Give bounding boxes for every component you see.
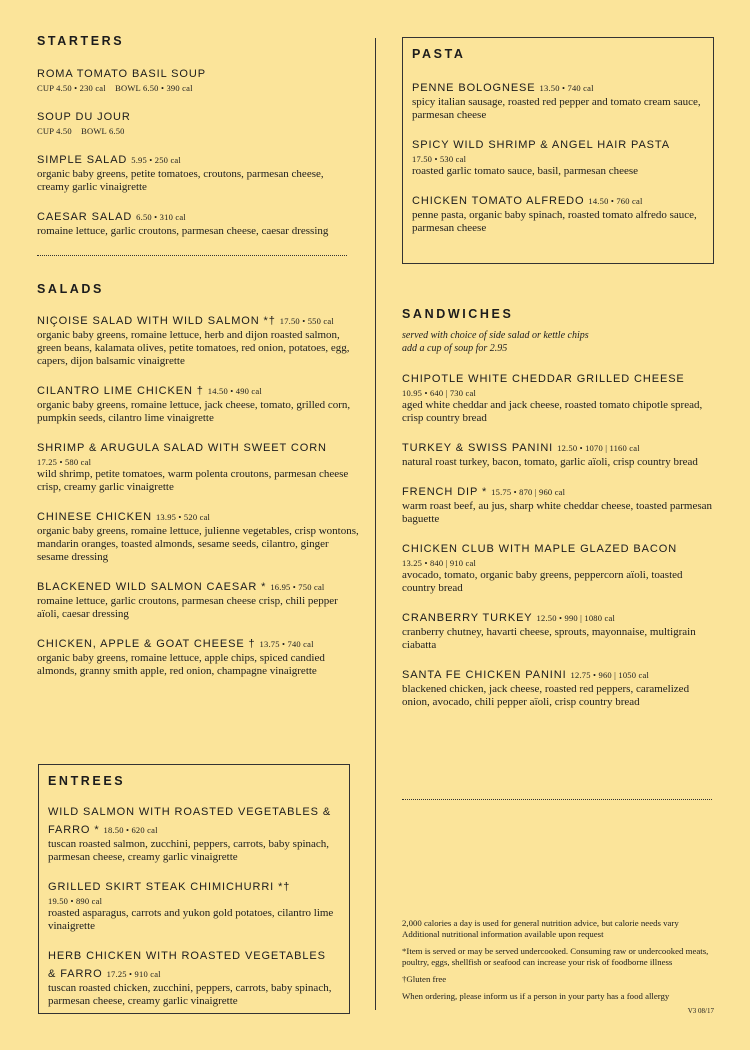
menu-item-header bbox=[412, 78, 702, 96]
salads-title: SALADS bbox=[37, 282, 104, 296]
menu-item-price-calories: 17.50 • 550 cal bbox=[279, 316, 334, 326]
menu-item bbox=[37, 207, 357, 238]
menu-item-price-calories: 18.50 • 620 cal bbox=[103, 825, 158, 835]
calorie-note: 2,000 calories a day is used for general nutrition advice, but calorie needs vary Additional nutritional information available upon request bbox=[402, 918, 679, 939]
menu-item-description: romaine lettuce, garlic croutons, parmesan cheese, caesar dressing bbox=[37, 225, 329, 237]
menu-item-name: CHINESE CHICKEN bbox=[37, 511, 152, 523]
menu-item-header bbox=[37, 311, 362, 329]
sandwiches-note-soup: add a cup of soup for 2.95 bbox=[402, 343, 508, 354]
menu-item bbox=[402, 482, 717, 526]
menu-item-price-calories: 17.25 • 580 cal bbox=[37, 457, 92, 467]
menu-item-price-calories: 5.95 • 250 cal bbox=[131, 155, 181, 165]
menu-item-price-calories: 17.25 • 910 cal bbox=[106, 969, 161, 979]
salads-section bbox=[37, 282, 362, 691]
starters-section bbox=[37, 34, 357, 251]
sandwiches-title: SANDWICHES bbox=[402, 307, 514, 321]
menu-item bbox=[37, 381, 362, 425]
starters-title: STARTERS bbox=[37, 34, 125, 48]
menu-item bbox=[402, 438, 717, 469]
menu-item-description: tuscan roasted salmon, zucchini, peppers, carrots, baby spinach, parmesan cheese, creamy garlic vinaigrette bbox=[48, 838, 330, 863]
menu-item bbox=[37, 438, 362, 494]
menu-item-name: ROMA TOMATO BASIL SOUP bbox=[37, 68, 206, 80]
menu-item bbox=[402, 665, 717, 709]
menu-item-name: CHICKEN CLUB WITH MAPLE GLAZED BACON bbox=[402, 543, 678, 555]
menu-item-price-calories: 13.25 • 840 | 910 cal bbox=[402, 558, 477, 568]
menu-item-description: spicy italian sausage, roasted red pepper and tomato cream sauce, parmesan cheese bbox=[412, 96, 701, 121]
menu-item-header bbox=[37, 438, 362, 456]
menu-item-header bbox=[48, 877, 338, 895]
menu-item-description: organic baby greens, romaine lettuce, herb and dijon roasted salmon, green beans, kalamata olives, petite tomatoes, red onion, potatoes, egg, capers, dijon balsamic vinaigrette bbox=[37, 329, 350, 367]
menu-item-header bbox=[37, 107, 357, 125]
menu-item-header bbox=[48, 802, 338, 838]
menu-item bbox=[402, 369, 717, 425]
menu-item bbox=[48, 946, 338, 1008]
menu-item-header bbox=[412, 191, 702, 209]
starters-list bbox=[37, 64, 357, 238]
menu-item-header bbox=[37, 634, 362, 652]
menu-item-name: CHIPOTLE WHITE CHEDDAR GRILLED CHEESE bbox=[402, 373, 685, 385]
menu-item-name: HERB CHICKEN WITH ROASTED VEGETABLES & FARRO bbox=[48, 950, 326, 980]
menu-item-description: organic baby greens, petite tomatoes, croutons, parmesan cheese, creamy garlic vinaigrette bbox=[37, 168, 324, 193]
sandwiches-section bbox=[402, 307, 717, 722]
salads-list bbox=[37, 311, 362, 678]
menu-item-price-calories: 6.50 • 310 cal bbox=[136, 212, 186, 222]
menu-item-name: TURKEY & SWISS PANINI bbox=[402, 442, 554, 454]
menu-item-name: NIÇOISE SALAD WITH WILD SALMON *† bbox=[37, 315, 276, 327]
menu-item-name: PENNE BOLOGNESE bbox=[412, 82, 536, 94]
menu-item-header bbox=[37, 64, 357, 82]
menu-item-name: SOUP DU JOUR bbox=[37, 111, 131, 123]
menu-item-price-calories: 13.75 • 740 cal bbox=[259, 639, 314, 649]
menu-item-price-calories: CUP 4.50 • 230 cal BOWL 6.50 • 390 cal bbox=[37, 83, 193, 93]
menu-item bbox=[402, 608, 717, 652]
version-label: V3 08/17 bbox=[687, 1007, 714, 1015]
menu-item-name: FRENCH DIP * bbox=[402, 486, 488, 498]
menu-item-price-calories: 19.50 • 890 cal bbox=[48, 896, 103, 906]
menu-item-header bbox=[412, 135, 702, 153]
menu-item-name: GRILLED SKIRT STEAK CHIMICHURRI *† bbox=[48, 881, 291, 893]
allergy-note: When ordering, please inform us if a person in your party has a food allergy bbox=[402, 991, 670, 1001]
menu-item bbox=[37, 577, 362, 621]
menu-item-name: CRANBERRY TURKEY bbox=[402, 612, 533, 624]
menu-item-header bbox=[402, 438, 717, 456]
menu-item-header bbox=[402, 665, 717, 683]
gluten-note: †Gluten free bbox=[402, 974, 447, 984]
sandwiches-note-side: served with choice of side salad or kettle chips bbox=[402, 330, 589, 341]
menu-item-name: CAESAR SALAD bbox=[37, 211, 133, 223]
pasta-list bbox=[412, 78, 702, 235]
menu-item-header bbox=[402, 482, 717, 500]
menu-item-price-calories: 16.95 • 750 cal bbox=[270, 582, 325, 592]
menu-item-description: roasted asparagus, carrots and yukon gold potatoes, cilantro lime vinaigrette bbox=[48, 907, 334, 932]
menu-item-description: natural roast turkey, bacon, tomato, garlic aïoli, crisp country bread bbox=[402, 456, 698, 468]
menu-item-description: aged white cheddar and jack cheese, roasted tomato chipotle spread, crisp country bread bbox=[402, 399, 703, 424]
menu-item-description: cranberry chutney, havarti cheese, sprouts, mayonnaise, multigrain ciabatta bbox=[402, 626, 696, 651]
menu-item-price-calories: 15.75 • 870 | 960 cal bbox=[491, 487, 566, 497]
menu-item bbox=[37, 64, 357, 94]
sandwiches-divider bbox=[402, 799, 712, 800]
menu-item-description: warm roast beef, au jus, sharp white cheddar cheese, toasted parmesan baguette bbox=[402, 500, 713, 525]
menu-item-description: penne pasta, organic baby spinach, roasted tomato alfredo sauce, parmesan cheese bbox=[412, 209, 697, 234]
menu-item-price-calories: 10.95 • 640 | 730 cal bbox=[402, 388, 477, 398]
menu-item-header bbox=[402, 539, 717, 557]
menu-item-name: CILANTRO LIME CHICKEN † bbox=[37, 385, 204, 397]
menu-item-header bbox=[402, 369, 717, 387]
pasta-section bbox=[412, 47, 702, 248]
menu-item-header bbox=[402, 608, 717, 626]
entrees-title: ENTREES bbox=[48, 774, 126, 788]
menu-item bbox=[37, 634, 362, 678]
entrees-section bbox=[48, 774, 338, 1021]
sandwiches-list bbox=[402, 369, 717, 709]
undercooked-note: *Item is served or may be served undercooked. Consuming raw or undercooked meats, poultry, eggs, shellfish or seafood can increase your risk of foodborne illness bbox=[402, 946, 709, 967]
starters-divider bbox=[37, 255, 347, 256]
menu-item-name: SIMPLE SALAD bbox=[37, 154, 128, 166]
menu-item bbox=[412, 78, 702, 122]
menu-item-description: romaine lettuce, garlic croutons, parmesan cheese crisp, chili pepper aïoli, caesar dressing bbox=[37, 595, 338, 620]
menu-item-name: CHICKEN, APPLE & GOAT CHEESE † bbox=[37, 638, 256, 650]
menu-item-description: organic baby greens, romaine lettuce, julienne vegetables, crisp wontons, mandarin oranges, toasted almonds, sesame seeds, cilantro, ginger sesame dressing bbox=[37, 525, 359, 563]
menu-item bbox=[37, 150, 357, 194]
menu-item bbox=[412, 135, 702, 178]
menu-item bbox=[48, 802, 338, 864]
menu-item-price-calories: 12.50 • 990 | 1080 cal bbox=[536, 613, 616, 623]
column-divider bbox=[375, 38, 376, 1010]
menu-item-price-calories: 13.95 • 520 cal bbox=[155, 512, 211, 522]
menu-item bbox=[402, 539, 717, 595]
menu-item-name: SHRIMP & ARUGULA SALAD WITH SWEET CORN bbox=[37, 442, 327, 454]
entrees-list bbox=[48, 802, 338, 1008]
menu-item-price-calories: 14.50 • 760 cal bbox=[588, 196, 643, 206]
menu-item-price-calories: 17.50 • 530 cal bbox=[412, 154, 467, 164]
menu-item bbox=[37, 311, 362, 368]
menu-item bbox=[37, 507, 362, 564]
menu-item-price-calories: CUP 4.50 BOWL 6.50 bbox=[37, 126, 125, 136]
pasta-title: PASTA bbox=[412, 47, 466, 61]
menu-item-name: SPICY WILD SHRIMP & ANGEL HAIR PASTA bbox=[412, 139, 670, 151]
menu-item-description: avocado, tomato, organic baby greens, peppercorn aïoli, toasted country bread bbox=[402, 569, 683, 594]
menu-item-description: organic baby greens, romaine lettuce, apple chips, spiced candied almonds, granny smith apple, red onion, champagne vinaigrette bbox=[37, 652, 325, 677]
menu-item bbox=[37, 107, 357, 137]
menu-item-description: blackened chicken, jack cheese, roasted red peppers, caramelized onion, avocado, chili pepper aïoli, crisp country bread bbox=[402, 683, 690, 708]
menu-item-description: roasted garlic tomato sauce, basil, parmesan cheese bbox=[412, 165, 639, 177]
menu-item-header bbox=[37, 207, 357, 225]
menu-item bbox=[412, 191, 702, 235]
menu-item-name: SANTA FE CHICKEN PANINI bbox=[402, 669, 567, 681]
menu-item-header bbox=[37, 577, 362, 595]
menu-item-header bbox=[48, 946, 338, 982]
menu-item-name: CHICKEN TOMATO ALFREDO bbox=[412, 195, 585, 207]
menu-item-header bbox=[37, 507, 362, 525]
menu-item-name: WILD SALMON WITH ROASTED VEGETABLES & FARRO * bbox=[48, 806, 332, 836]
menu-item-description: organic baby greens, romaine lettuce, jack cheese, tomato, grilled corn, pumpkin seeds, cilantro lime vinaigrette bbox=[37, 399, 351, 424]
menu-item-description: wild shrimp, petite tomatoes, warm polenta croutons, parmesan cheese crisp, creamy garlic vinaigrette bbox=[37, 468, 349, 493]
menu-item-description: tuscan roasted chicken, zucchini, peppers, carrots, baby spinach, parmesan cheese, creamy garlic vinaigrette bbox=[48, 982, 332, 1007]
menu-item-header bbox=[37, 150, 357, 168]
menu-item-price-calories: 12.75 • 960 | 1050 cal bbox=[570, 670, 650, 680]
menu-item-name: BLACKENED WILD SALMON CAESAR * bbox=[37, 581, 267, 593]
menu-item bbox=[48, 877, 338, 933]
menu-item-header bbox=[37, 381, 362, 399]
menu-item-price-calories: 13.50 • 740 cal bbox=[539, 83, 594, 93]
footer-notes bbox=[402, 918, 714, 1023]
menu-item-price-calories: 14.50 • 490 cal bbox=[207, 386, 262, 396]
menu-item-price-calories: 12.50 • 1070 | 1160 cal bbox=[557, 443, 640, 453]
